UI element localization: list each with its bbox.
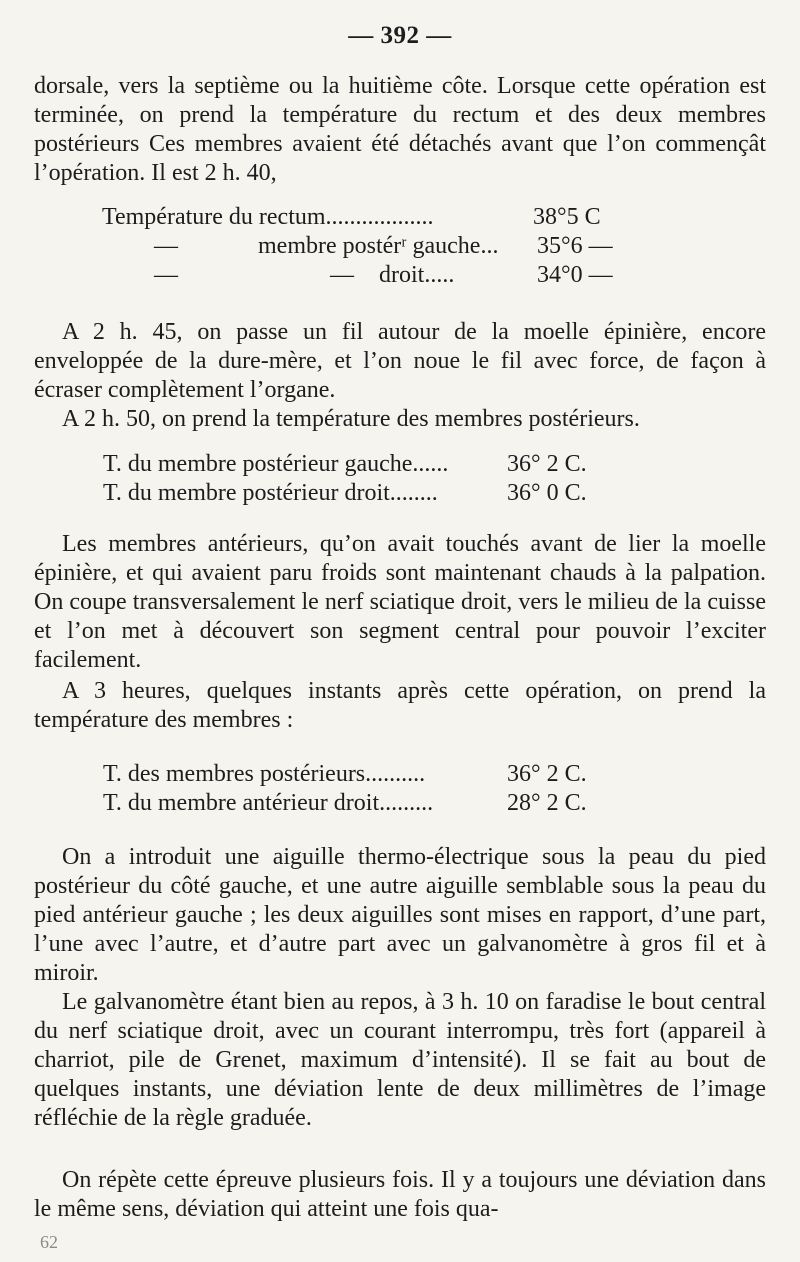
paragraph-3: [34, 405, 766, 434]
page-number: — 392 —: [348, 22, 452, 49]
table-label: T. du membre postérieur droit........: [103, 480, 438, 506]
paragraph-text: A 2 h. 50, on prend la température des membres postérieurs.: [62, 406, 640, 432]
temperature-table-1: [0, 203, 800, 290]
table-row: [0, 203, 800, 232]
paragraph-8: [34, 1166, 766, 1224]
table-value: 35°6 —: [537, 233, 613, 259]
paragraph-5: [34, 677, 766, 735]
table-row: [0, 760, 800, 789]
page-footer-mark: 62: [40, 1232, 58, 1252]
paragraph-6: [34, 843, 766, 988]
table-row: [0, 479, 800, 508]
table-value: 36° 0 C.: [507, 480, 587, 506]
table-label: membre postérʳ gauche...: [258, 233, 499, 259]
table-label: droit.....: [379, 262, 455, 288]
table-value: 38°5 C: [533, 204, 601, 230]
table-row: [0, 232, 800, 261]
table-value: 34°0 —: [537, 262, 613, 288]
table-value: 36° 2 C.: [507, 761, 587, 787]
table-label: T. des membres postérieurs..........: [103, 761, 426, 787]
table-dash: —: [330, 262, 354, 288]
table-label: T. du membre antérieur droit.........: [103, 790, 434, 816]
paragraph-text: On a introduit une aiguille thermo-électrique sous la peau du pied postérieur du côté gauche, et une autre aiguille semblable sous la peau du pied antérieur gauche ; les deux aiguilles sont mises en rapport, d’une part, l’une avec l’autre, et d’autre part avec un galvanomètre à gros fil et à miroir.: [34, 844, 766, 986]
paragraph-4: [34, 530, 766, 675]
paragraph-text: Le galvanomètre étant bien au repos, à 3 h. 10 on faradise le bout central du nerf sciatique droit, avec un courant interrompu, très fort (appareil à charriot, pile de Grenet, maximum d’intensité). Il se fait au bout de quelques instants, une déviation lente de deux millimètres de l’image réfléchie de la règle graduée.: [34, 989, 766, 1131]
table-row: [0, 450, 800, 479]
paragraph-2: [34, 318, 766, 405]
table-dash: —: [154, 233, 178, 259]
paragraph-text: A 2 h. 45, on passe un fil autour de la moelle épinière, encore enveloppée de la dure-mère, et l’on noue le fil avec force, de façon à écraser complètement l’organe.: [34, 319, 766, 403]
paragraph-1: [34, 72, 766, 188]
table-value: 28° 2 C.: [507, 790, 587, 816]
temperature-table-3: [0, 760, 800, 818]
temperature-table-2: [0, 450, 800, 508]
table-row: [0, 261, 800, 290]
table-label: T. du membre postérieur gauche......: [103, 451, 449, 477]
paragraph-text: A 3 heures, quelques instants après cette opération, on prend la température des membres :: [34, 678, 766, 733]
table-row: [0, 789, 800, 818]
table-label: Température du rectum..................: [102, 204, 434, 230]
table-dash: —: [154, 262, 178, 288]
paragraph-7: [34, 988, 766, 1133]
paragraph-text: On répète cette épreuve plusieurs fois. Il y a toujours une déviation dans le même sens, déviation qui atteint une fois qua-: [34, 1167, 766, 1222]
paragraph-text: Les membres antérieurs, qu’on avait touchés avant de lier la moelle épinière, et qui avaient paru froids sont maintenant chauds à la palpation. On coupe transversalement le nerf sciatique droit, vers le milieu de la cuisse et l’on met à découvert son segment central pour pouvoir l’exciter facilement.: [34, 531, 766, 673]
table-value: 36° 2 C.: [507, 451, 587, 477]
paragraph-text: dorsale, vers la septième ou la huitième côte. Lorsque cette opération est terminée, on prend la température du rectum et des deux membres postérieurs Ces membres avaient été détachés avant que l’on commençât l’opération. Il est 2 h. 40,: [34, 73, 766, 186]
